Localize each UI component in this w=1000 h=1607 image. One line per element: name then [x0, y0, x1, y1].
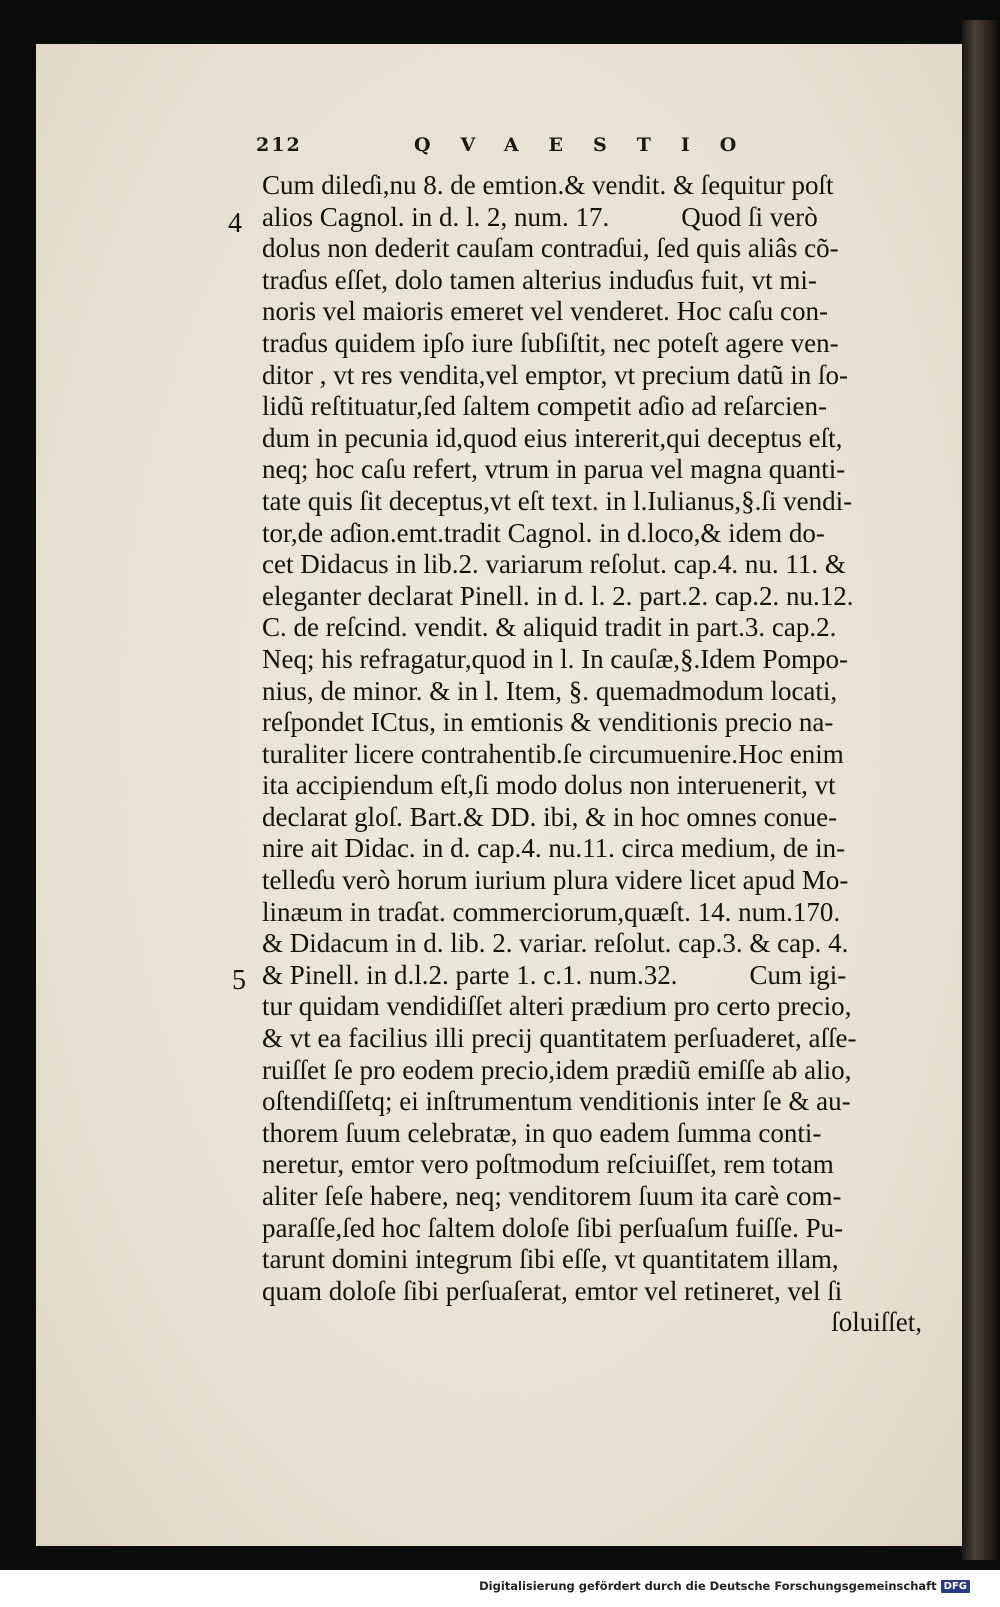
- text-line: ita accipiendum eſt,ſi modo dolus non interuenerit, vt: [262, 770, 836, 801]
- text-line: telleɗu verò horum iurium plura videre licet apud Mo-: [262, 865, 849, 896]
- credit-text: Digitalisierung gefördert durch die Deutsche Forschungsgemeinschaft: [479, 1579, 937, 1593]
- running-head-title: QVAESTIO: [414, 134, 767, 156]
- text-line: & Didacum in d. lib. 2. variar. reſolut. cap.3. & cap. 4.: [262, 928, 849, 959]
- text-line: ditor , vt res vendita,vel emptor, vt precium datũ in ſo-: [262, 359, 849, 390]
- text-segment: Quod ſi verò: [681, 201, 818, 232]
- text-line: neretur, emtor vero poſtmodum reſciuiſſet, rem totam: [262, 1149, 834, 1180]
- text-line: tarunt domini integrum ſibi eſſe, vt quantitatem illam,: [262, 1244, 839, 1275]
- digitization-credit: [479, 1579, 970, 1593]
- text-line: thorem ſuum celebratæ, in quo eadem ſumma conti-: [262, 1117, 822, 1148]
- book-spine-edge: [962, 20, 1000, 1560]
- body-text: [262, 170, 922, 1339]
- marginal-number: 4: [228, 208, 242, 239]
- text-line: & vt ea facilius illi precij quantitatem perſuaderet, aſſe-: [262, 1023, 857, 1054]
- text-line: turaliter licere contrahentib.ſe circumuenire.Hoc enim: [262, 738, 844, 769]
- text-line: cet Didacus in lib.2. variarum reſolut. cap.4. nu. 11. &: [262, 549, 846, 580]
- text-line: Cum dileɗi,nu 8. de emtion.& vendit. & ſequitur poſt: [262, 170, 834, 200]
- text-line: Neq; his refragatur,quod in l. In cauſæ,§.Idem Pompo-: [262, 643, 849, 674]
- text-line: aliter ſeſe habere, neq; venditorem ſuum ita carè com-: [262, 1181, 842, 1211]
- text-line: tate quis ſit deceptus,vt eſt text. in l.Iulianus,§.ſi vendi-: [262, 485, 853, 516]
- text-line: ſoluiſſet,: [831, 1307, 922, 1338]
- text-line: linæum in traɗat. commerciorum,quæſt. 14. num.170.: [262, 896, 841, 927]
- text-line: quam doloſe ſibi perſuaſerat, emtor vel retineret, vel ſi: [262, 1275, 843, 1306]
- text-line: neq; hoc caſu refert, vtrum in parua vel magna quanti-: [262, 454, 846, 485]
- page-number: 212: [256, 134, 302, 156]
- text-line: eleganter declarat Pinell. in d. l. 2. part.2. cap.2. nu.12.: [262, 580, 854, 611]
- running-head: [256, 134, 776, 164]
- text-segment: Cum igi-: [749, 959, 847, 990]
- text-line: traɗus quidem ipſo iure ſubſiſtit, nec poteſt agere ven-: [262, 327, 839, 358]
- text-line: nius, de minor. & in l. Item, §. quemadmodum locati,: [262, 675, 838, 706]
- text-line: tur quidam vendidiſſet alteri prædium pro certo precio,: [262, 991, 852, 1022]
- text-line: ruiſſet ſe pro eodem precio,idem prædiũ emiſſe ab alio,: [262, 1054, 852, 1085]
- text-line: oſtendiſſetq; ei inſtrumentum venditionis inter ſe & au-: [262, 1086, 851, 1117]
- text-line: tor,de aɗion.emt.tradit Cagnol. in d.loco,& idem do-: [262, 517, 825, 548]
- text-line: reſpondet ICtus, in emtionis & venditionis precio na-: [262, 707, 834, 738]
- text-line: [262, 960, 922, 992]
- text-line: dolus non dederit cauſam contraɗui, ſed quis aliâs cõ-: [262, 233, 839, 264]
- text-line: traɗus eſſet, dolo tamen alterius induɗus fuit, vt mi-: [262, 264, 817, 295]
- dfg-logo-icon: DFG: [941, 1580, 970, 1593]
- text-segment: alios Cagnol. in d. l. 2, num. 17.: [262, 201, 610, 232]
- text-line: lidũ reſtituatur,ſed ſaltem competit aɗio ad reſarcien-: [262, 391, 827, 422]
- marginal-number: 5: [232, 965, 246, 996]
- text-line: [262, 202, 922, 234]
- text-line: paraſſe,ſed hoc ſaltem doloſe ſibi perſuaſum fuiſſe. Pu-: [262, 1212, 844, 1243]
- text-segment: & Pinell. in d.l.2. parte 1. c.1. num.32.: [262, 959, 678, 990]
- text-line: nire ait Didac. in d. cap.4. nu.11. circa medium, de in-: [262, 833, 846, 864]
- text-line: declarat gloſ. Bart.& DD. ibi, & in hoc omnes conue-: [262, 801, 838, 832]
- text-line: C. de reſcind. vendit. & aliquid tradit in part.3. cap.2.: [262, 612, 837, 643]
- text-line: noris vel maioris emeret vel venderet. Hoc caſu con-: [262, 296, 829, 327]
- text-line: dum in pecunia id,quod eius intererit,qui deceptus eſt,: [262, 422, 843, 453]
